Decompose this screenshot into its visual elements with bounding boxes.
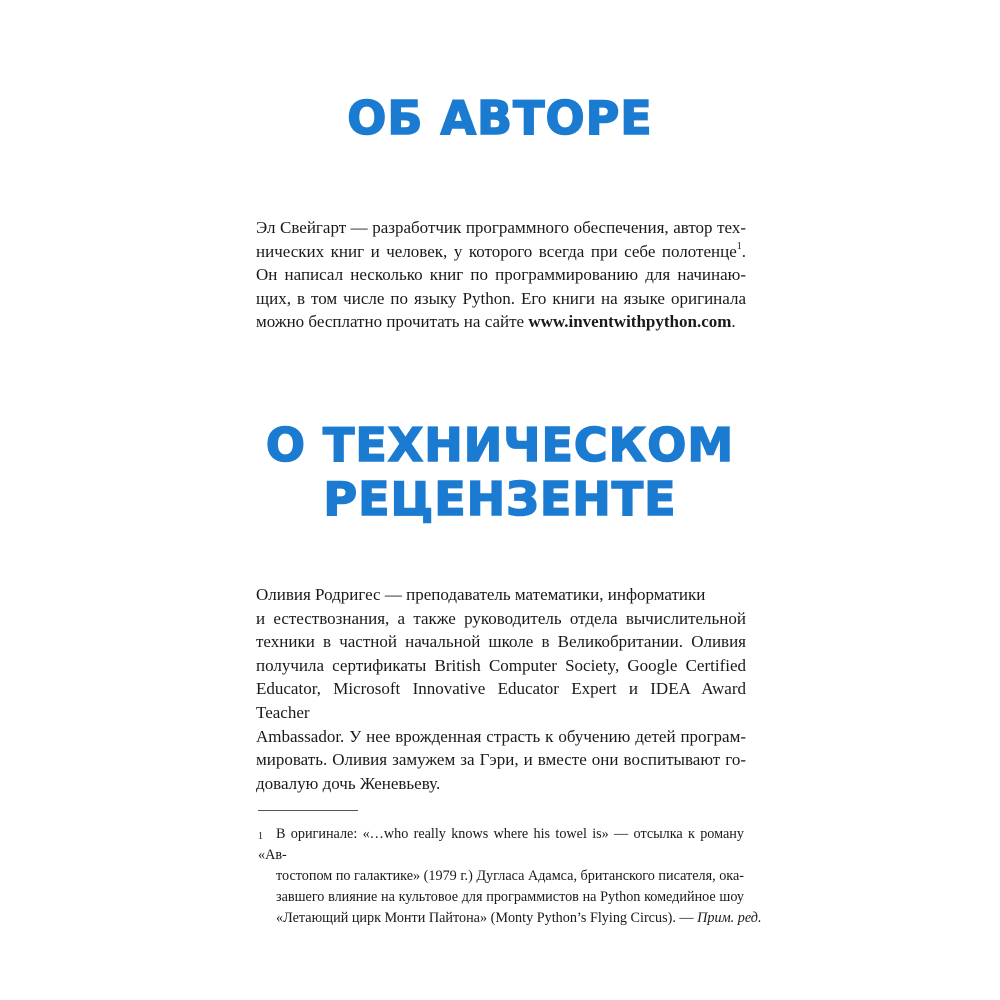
text-line: Он написал несколько книг по программированию для начинаю- xyxy=(256,265,746,285)
footnote-line xyxy=(258,824,744,866)
text-fragment: «Летающий цирк Монти Пайтона» (Monty Python’s Flying Circus). — xyxy=(276,910,698,926)
footnote-reference[interactable]: 1 xyxy=(736,240,742,252)
text-line xyxy=(256,310,746,334)
text-fragment: можно бесплатно прочитать на сайте xyxy=(256,312,529,332)
text-line: щих, в том числе по языку Python. Его книги на языке оригинала xyxy=(256,288,746,308)
text-fragment: . xyxy=(731,312,736,332)
heading-about-reviewer xyxy=(0,418,1000,526)
footnote-mark: 1 xyxy=(258,831,263,842)
author-paragraph xyxy=(256,216,746,334)
footnote-line: завшего влияние на культовое для программистов на Python комедийное шоу xyxy=(276,889,744,905)
text-line: Эл Свейгарт — разработчик программного обеспечения, автор тех- xyxy=(256,218,746,237)
footnote xyxy=(258,824,762,929)
text-line: техники в частной начальной школе в Великобритании. Оливия xyxy=(256,632,746,652)
text-line: довалую дочь Женевьеву. xyxy=(256,773,441,793)
editor-note: Прим. ред. xyxy=(697,910,762,926)
footnote-line xyxy=(258,908,762,929)
text-fragment: нических книг и человек, у которого всегда при себе полотенце xyxy=(256,241,737,261)
text-line: Educator, Microsoft Innovative Educator Expert и IDEA Award Teacher xyxy=(256,679,746,722)
heading-line: О ТЕХНИЧЕСКОМ xyxy=(265,418,735,472)
heading-line: ОБ АВТОРЕ xyxy=(347,91,653,145)
text-line: получила сертификаты British Computer Society, Google Certified xyxy=(256,655,746,675)
heading-line: РЕЦЕНЗЕНТЕ xyxy=(323,472,677,526)
text-line: и естествознания, а также руководитель отдела вычислительной xyxy=(256,608,746,628)
text-line: Оливия Родригес — преподаватель математики, информатики xyxy=(256,585,706,604)
text-fragment: В оригинале: «…who really knows where his towel is» — отсылка к роману «Ав- xyxy=(258,826,744,863)
footnote-divider xyxy=(258,810,358,811)
text-line: нических книг и человек, у которого всегда при себе полотенце$^1$. xyxy=(256,240,746,261)
reviewer-paragraph xyxy=(256,583,746,795)
footnote-line: тостопом по галактике» (1979 г.) Дугласа Адамса, британского писателя, ока- xyxy=(276,868,744,884)
text-line: мировать. Оливия замужем за Гэри, и вместе они воспитывают го- xyxy=(256,750,746,770)
heading-about-author xyxy=(0,91,1000,145)
website-link[interactable]: www.inventwithpython.com xyxy=(528,312,732,332)
text-line: Ambassador. У нее врожденная страсть к обучению детей програм- xyxy=(256,726,746,746)
